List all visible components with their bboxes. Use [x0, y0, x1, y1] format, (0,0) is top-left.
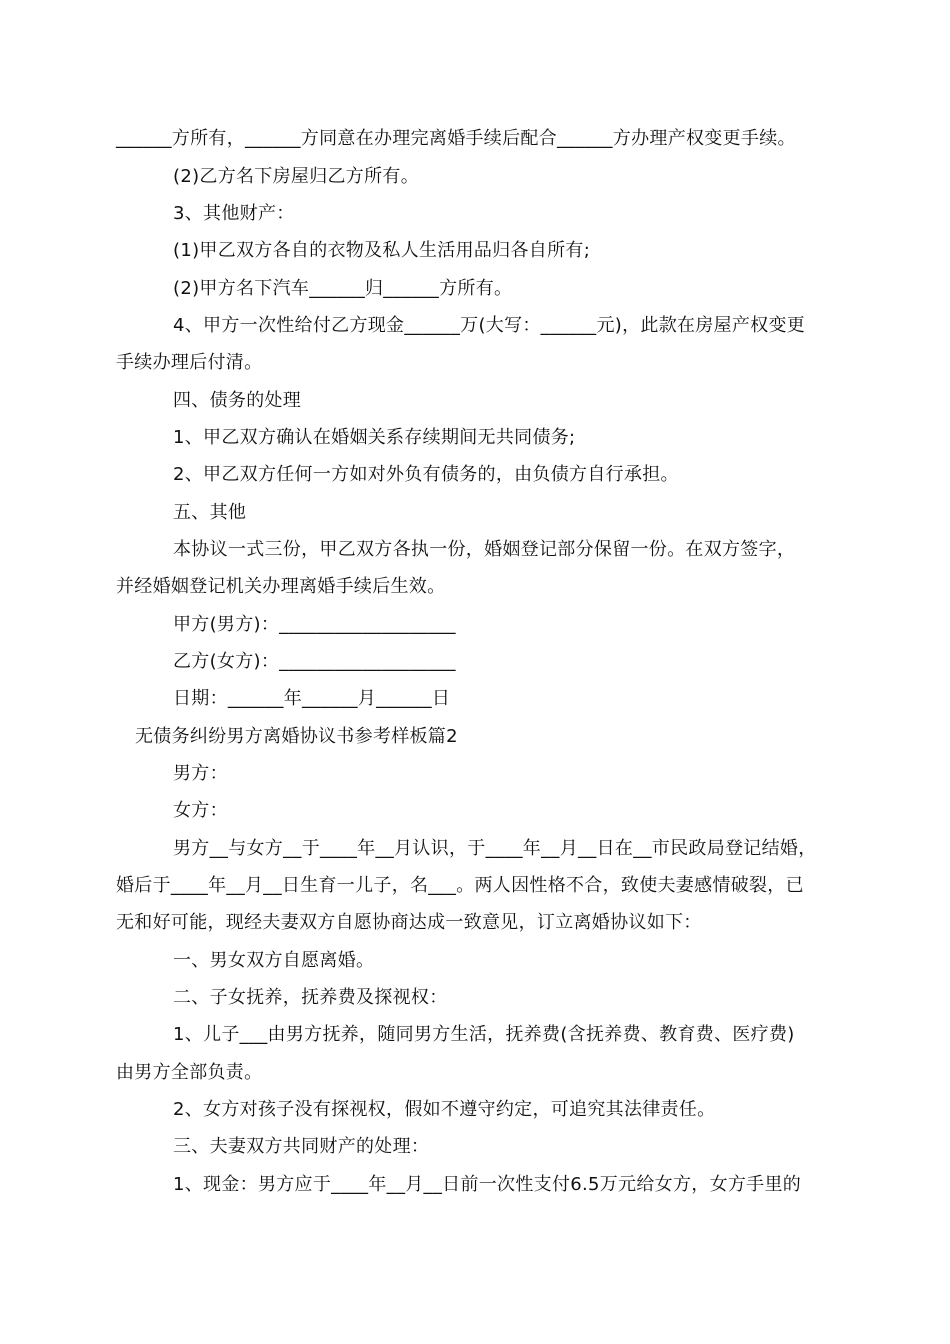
- paragraph-line-copies-cont: 并经婚姻登记机关办理离婚手续后生效。: [116, 576, 446, 597]
- section-heading-voluntary-divorce: 一、男女双方自愿离婚。: [173, 950, 375, 971]
- paragraph-line-clothing: (1)甲乙双方各自的衣物及私人生活用品归各自所有;: [173, 240, 591, 261]
- paragraph-line-marriage-history: 男方__与女方__于____年__月认识，于____年__月__日在__市民政局登记结婚，: [173, 838, 817, 859]
- paragraph-line-no-joint-debt: 1、甲乙双方确认在婚姻关系存续期间无共同债务;: [173, 427, 576, 448]
- party-male-label: 男方：: [173, 763, 228, 784]
- paragraph-line-property-transfer: ______方所有，______方同意在办理完离婚手续后配合______方办理产权变更手续。: [116, 128, 796, 149]
- section-heading-child-custody: 二、子女抚养，抚养费及探视权：: [173, 987, 448, 1008]
- document-heading-part-2: 无债务纠纷男方离婚协议书参考样板篇2: [135, 726, 458, 747]
- signature-line-party-b: 乙方(女方)：___________________: [173, 651, 456, 672]
- paragraph-line-marriage-history-cont: 婚后于____年__月__日生育一儿子，名___。两人因性格不合，致使夫妻感情破裂，已: [116, 875, 804, 896]
- paragraph-line-cash-payment: 4、甲方一次性给付乙方现金______万(大写：______元)，此款在房屋产权变更: [173, 315, 806, 336]
- section-heading-other: 五、其他: [173, 502, 247, 523]
- section-heading-debts: 四、债务的处理: [173, 390, 302, 411]
- signature-line-party-a: 甲方(男方)：___________________: [173, 614, 456, 635]
- section-heading-joint-property: 三、夫妻双方共同财产的处理：: [173, 1136, 430, 1157]
- paragraph-line-copies: 本协议一式三份，甲乙双方各执一份，婚姻登记部分保留一份。在双方签字，: [173, 539, 796, 560]
- paragraph-line-visitation: 2、女方对孩子没有探视权，假如不遵守约定，可追究其法律责任。: [173, 1099, 716, 1120]
- paragraph-line-marriage-history-end: 无和好可能，现经夫妻双方自愿协商达成一致意见，订立离婚协议如下：: [116, 912, 702, 933]
- paragraph-line-son-custody: 1、儿子___由男方抚养，随同男方生活，抚养费(含抚养费、教育费、医疗费): [173, 1024, 795, 1045]
- paragraph-line-cash-payment-cont: 手续办理后付清。: [116, 352, 263, 373]
- section-heading-other-property: 3、其他财产：: [173, 203, 295, 224]
- paragraph-line-car: (2)甲方名下汽车______归______方所有。: [173, 278, 513, 299]
- paragraph-line-cash: 1、现金：男方应于____年__月__日前一次性支付6.5万元给女方，女方手里的: [173, 1174, 802, 1195]
- paragraph-line-son-custody-cont: 由男方全部负责。: [116, 1062, 263, 1083]
- paragraph-line-house: (2)乙方名下房屋归乙方所有。: [173, 166, 419, 187]
- date-line: 日期：______年______月______日: [173, 688, 451, 709]
- party-female-label: 女方：: [173, 800, 228, 821]
- paragraph-line-individual-debt: 2、甲乙双方任何一方如对外负有债务的，由负债方自行承担。: [173, 464, 679, 485]
